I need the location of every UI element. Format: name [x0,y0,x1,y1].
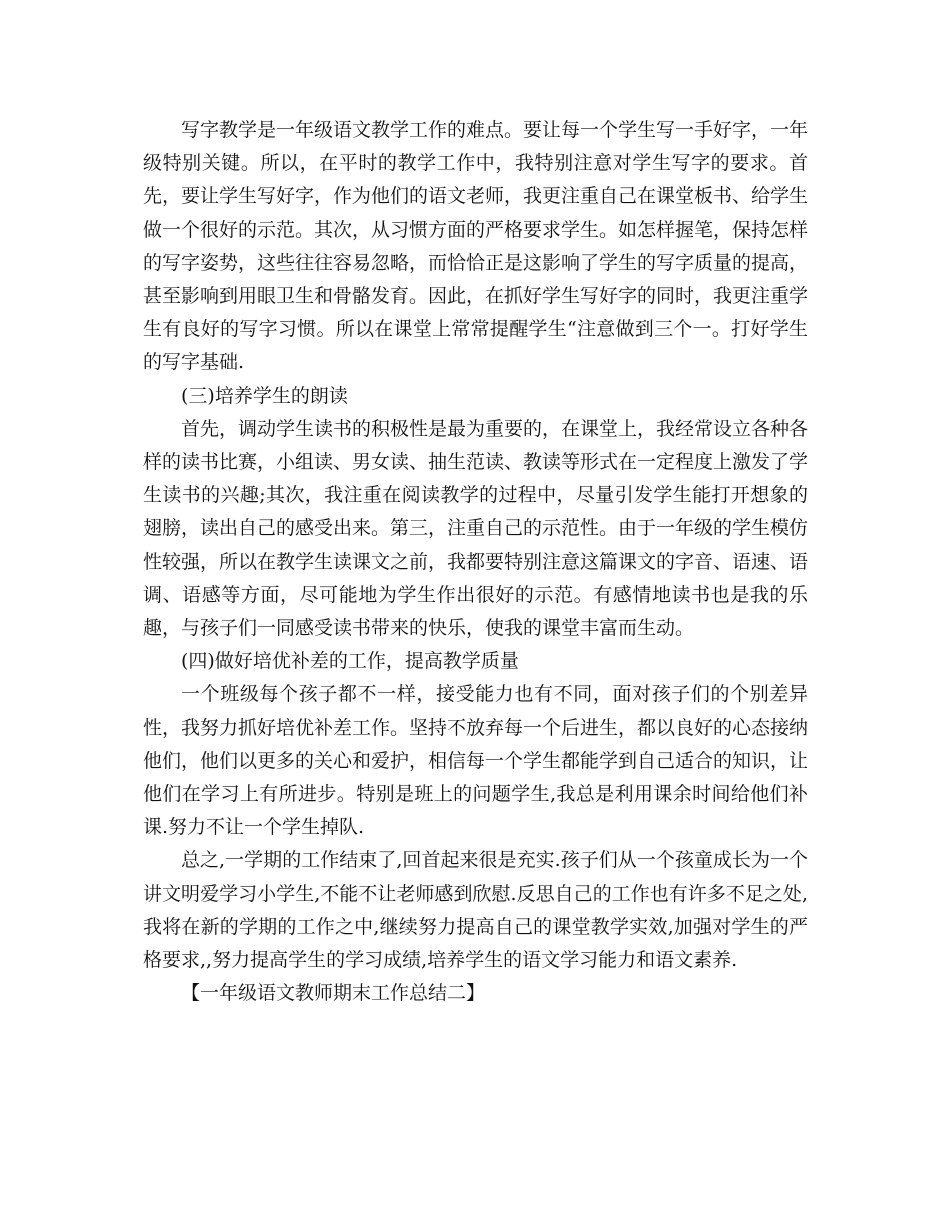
paragraph-summary: 总之,一学期的工作结束了,回首起来很是充实.孩子们从一个孩童成长为一个讲文明爱学习小学生,不能不让老师感到欣慰.反思自己的工作也有许多不足之处,我将在新的学期的工作之中,继续努力提高自己的课堂教学实效,加强对学生的严格要求,,努力提高学生的学习成绩,培养学生的语文学习能力和语文素养. [143,849,808,972]
section-heading-reading: (三)培养学生的朗读 [181,384,348,407]
paragraph-tutoring: 一个班级每个孩子都不一样，接受能力也有不同，面对孩子们的个别差异性，我努力抓好培优补差工作。坚持不放弃每一个后进生，都以良好的心态接纳他们，他们以更多的关心和爱护，相信每一个学生都能学到自己适合的知识，让他们在学习上有所进步。特别是班上的问题学生,我总是利用课余时间给他们补课.努力不让一个学生掉队. [143,683,809,839]
section-heading-tutoring: (四)做好培优补差的工作，提高教学质量 [181,650,519,673]
next-section-title: 【一年级语文教师期末工作总结二】 [181,982,486,1005]
paragraph-reading: 首先，调动学生读书的积极性是最为重要的，在课堂上，我经常设立各种各样的读书比赛，小组读、男女读、抽生范读、教读等形式在一定程度上激发了学生读书的兴趣;其次，我注重在阅读教学的过程中，尽量引发学生能打开想象的翅膀，读出自己的感受出来。第三，注重自己的示范性。由于一年级的学生模仿性较强，所以在教学生读课文之前，我都要特别注意这篇课文的字音、语速、语调、语感等方面，尽可能地为学生作出很好的示范。有感情地读书也是我的乐趣，与孩子们一同感受读书带来的快乐，使我的课堂丰富而生动。 [143,417,809,640]
document-body [143,114,808,1010]
paragraph-writing-teaching: 写字教学是一年级语文教学工作的难点。要让每一个学生写一手好字，一年级特别关键。所以，在平时的教学工作中，我特别注意对学生写字的要求。首先，要让学生写好字，作为他们的语文老师，我更注重自己在课堂板书、给学生做一个很好的示范。其次，从习惯方面的严格要求学生。如怎样握笔，保持怎样的写字姿势，这些往往容易忽略，而恰恰正是这影响了学生的写字质量的提高，甚至影响到用眼卫生和骨骼发育。因此，在抓好学生写好字的同时，我更注重学生有良好的写字习惯。所以在课堂上常常提醒学生“注意做到三个一。打好学生的写字基础. [143,119,809,374]
